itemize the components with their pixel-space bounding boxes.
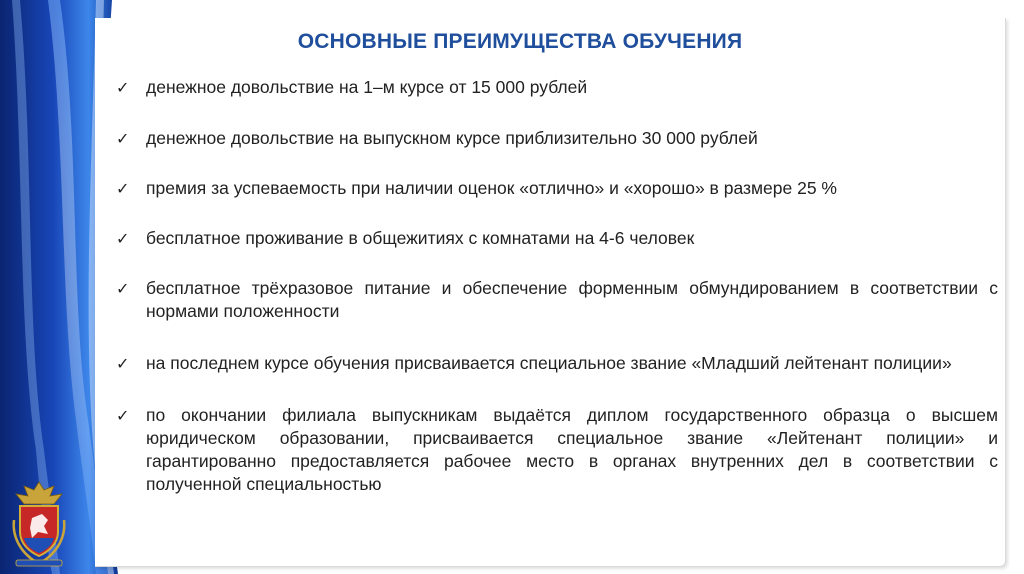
check-mark-icon: ✓ (116, 279, 130, 298)
check-mark-icon: ✓ (116, 354, 130, 373)
benefit-text: денежное довольствие на выпускном курсе приблизительно 30 000 рублей (146, 128, 758, 148)
police-emblem-icon (8, 480, 70, 568)
benefit-text: премия за успеваемость при наличии оценок «отлично» и «хорошо» в размере 25 % (146, 178, 837, 198)
benefit-item (110, 277, 998, 323)
benefit-item (110, 76, 998, 99)
check-mark-icon: ✓ (116, 179, 130, 198)
benefit-text: по окончании филиала выпускникам выдаётся диплом государственного образца о высшем юридическом образовании, присваивается специальное звание «Лейтенант полиции» и гарантированно предоставляется рабочее место в органах внутренних дел в соответствии с полученной специальностью (146, 405, 998, 494)
benefit-text: бесплатное трёхразовое питание и обеспечение форменным обмундированием в соответствии с нормами положенности (146, 278, 998, 321)
benefit-item (110, 127, 998, 150)
benefit-item (110, 352, 998, 375)
check-mark-icon: ✓ (116, 229, 130, 248)
benefit-item (110, 404, 998, 496)
slide-title: ОСНОВНЫЕ ПРЕИМУЩЕСТВА ОБУЧЕНИЯ (297, 30, 743, 53)
benefit-text: бесплатное проживание в общежитиях с комнатами на 4-6 человек (146, 228, 695, 248)
check-mark-icon: ✓ (116, 406, 130, 425)
benefit-item (110, 177, 998, 200)
benefit-item (110, 227, 998, 250)
check-mark-icon: ✓ (116, 129, 130, 148)
benefit-text: на последнем курсе обучения присваивается специальное звание «Младший лейтенант полиции» (146, 353, 952, 373)
benefits-list (110, 76, 998, 496)
benefit-text: денежное довольствие на 1–м курсе от 15 000 рублей (146, 77, 588, 97)
check-mark-icon: ✓ (116, 78, 130, 97)
